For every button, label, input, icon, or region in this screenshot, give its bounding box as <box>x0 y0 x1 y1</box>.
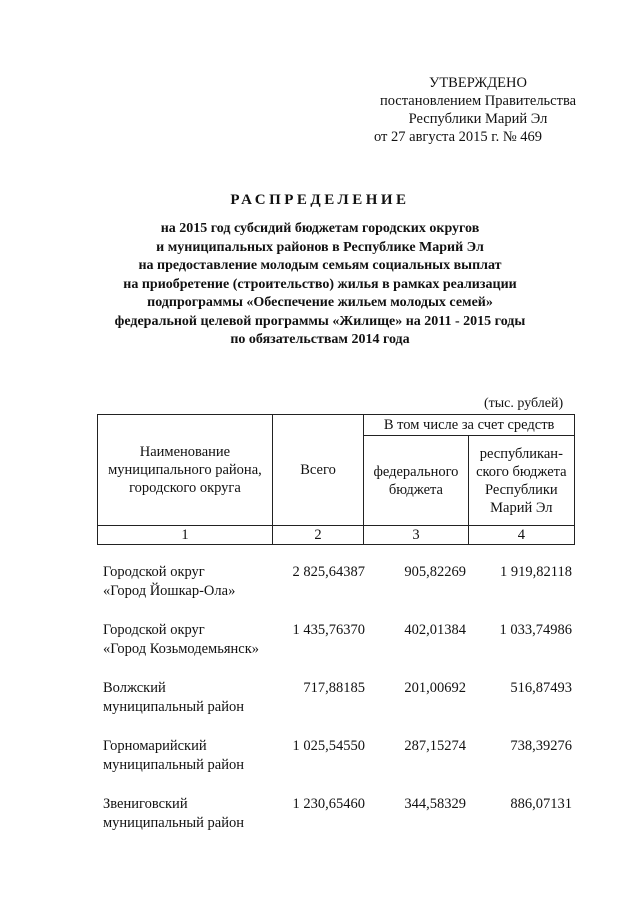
approval-resolution: постановлением Правительства <box>379 93 577 109</box>
republic-value: 516,87493 <box>510 680 572 696</box>
total-value: 2 825,64387 <box>292 564 365 580</box>
municipality-name <box>103 563 235 601</box>
municipality-name-line: Городской округ <box>103 564 205 580</box>
federal-value: 402,01384 <box>404 622 466 638</box>
header-federal-line: бюджета <box>388 481 443 498</box>
units-label: (тыс. рублей) <box>484 396 564 411</box>
header-federal-line: федерального <box>373 463 459 480</box>
approval-heading: УТВЕРЖДЕНО <box>429 75 527 91</box>
header-name-line: городского округа <box>129 480 241 496</box>
header-republic-line: ского бюджета <box>476 463 567 480</box>
column-number: 4 <box>468 526 574 545</box>
column-header-total: Всего <box>272 415 363 526</box>
total-value: 1 025,54550 <box>292 738 365 754</box>
table-row <box>103 795 583 853</box>
municipality-name <box>103 621 259 659</box>
municipality-name-line: Городской округ <box>103 622 205 638</box>
municipality-name <box>103 737 244 775</box>
column-number: 3 <box>364 526 468 545</box>
municipality-name-line: муниципальный район <box>103 757 244 773</box>
republic-value: 1 033,74986 <box>499 622 572 638</box>
federal-value: 287,15274 <box>404 738 466 754</box>
approval-authority: Республики Марий Эл <box>408 111 548 127</box>
municipality-name-line: «Город Йошкар-Ола» <box>103 583 236 599</box>
column-header-name <box>98 415 273 526</box>
column-number: 2 <box>272 526 363 545</box>
column-number: 1 <box>98 526 273 545</box>
municipality-name <box>103 795 244 833</box>
subtitle-line: на предоставление молодым семьям социальных выплат <box>138 258 502 273</box>
header-republic-line: республикан- <box>479 445 563 462</box>
total-value: 1 435,76370 <box>292 622 365 638</box>
municipality-name-line: Звениговский <box>103 796 188 812</box>
federal-value: 201,00692 <box>404 680 466 696</box>
column-header-federal <box>364 436 468 526</box>
document-title: РАСПРЕДЕЛЕНИЕ <box>230 192 410 208</box>
column-number-row <box>98 526 575 545</box>
republic-value: 738,39276 <box>510 738 572 754</box>
republic-value: 1 919,82118 <box>500 564 572 580</box>
republic-value: 886,07131 <box>510 796 572 812</box>
subtitle-line: подпрограммы «Обеспечение жильем молодых семей» <box>147 295 493 310</box>
table-row <box>103 737 583 795</box>
municipality-name-line: муниципальный район <box>103 699 244 715</box>
subtitle-line: на 2015 год субсидий бюджетам городских округов <box>160 221 480 236</box>
table-row <box>103 679 583 737</box>
column-header-group: В том числе за счет средств <box>364 415 575 436</box>
table-row <box>103 621 583 679</box>
distribution-table-body <box>103 563 583 853</box>
header-republic-line: Марий Эл <box>490 499 553 516</box>
subtitle-line: по обязательствам 2014 года <box>230 332 410 347</box>
subtitle-line: и муниципальных районов в Республике Марий Эл <box>156 239 484 255</box>
federal-value: 344,58329 <box>404 796 466 812</box>
approval-date-number: от 27 августа 2015 г. № 469 <box>374 129 543 145</box>
distribution-table-header <box>97 414 575 545</box>
subtitle-line: на приобретение (строительство) жилья в рамках реализации <box>123 276 517 292</box>
approval-stamp <box>368 74 588 146</box>
column-header-republic <box>468 436 574 526</box>
header-name-line: Наименование <box>139 444 231 460</box>
municipality-name-line: «Город Козьмодемьянск» <box>103 641 260 657</box>
document-subtitle <box>100 220 540 350</box>
header-name-line: муниципального района, <box>108 462 262 478</box>
municipality-name <box>103 679 244 717</box>
municipality-name-line: муниципальный район <box>103 815 244 831</box>
table-row <box>103 563 583 621</box>
subtitle-line: федеральной целевой программы «Жилище» на 2011 - 2015 годы <box>114 313 526 329</box>
total-value: 1 230,65460 <box>292 796 365 812</box>
municipality-name-line: Горномарийский <box>103 738 207 754</box>
municipality-name-line: Волжский <box>103 680 166 696</box>
header-republic-line: Республики <box>484 481 558 498</box>
federal-value: 905,82269 <box>404 564 466 580</box>
total-value: 717,88185 <box>303 680 365 696</box>
